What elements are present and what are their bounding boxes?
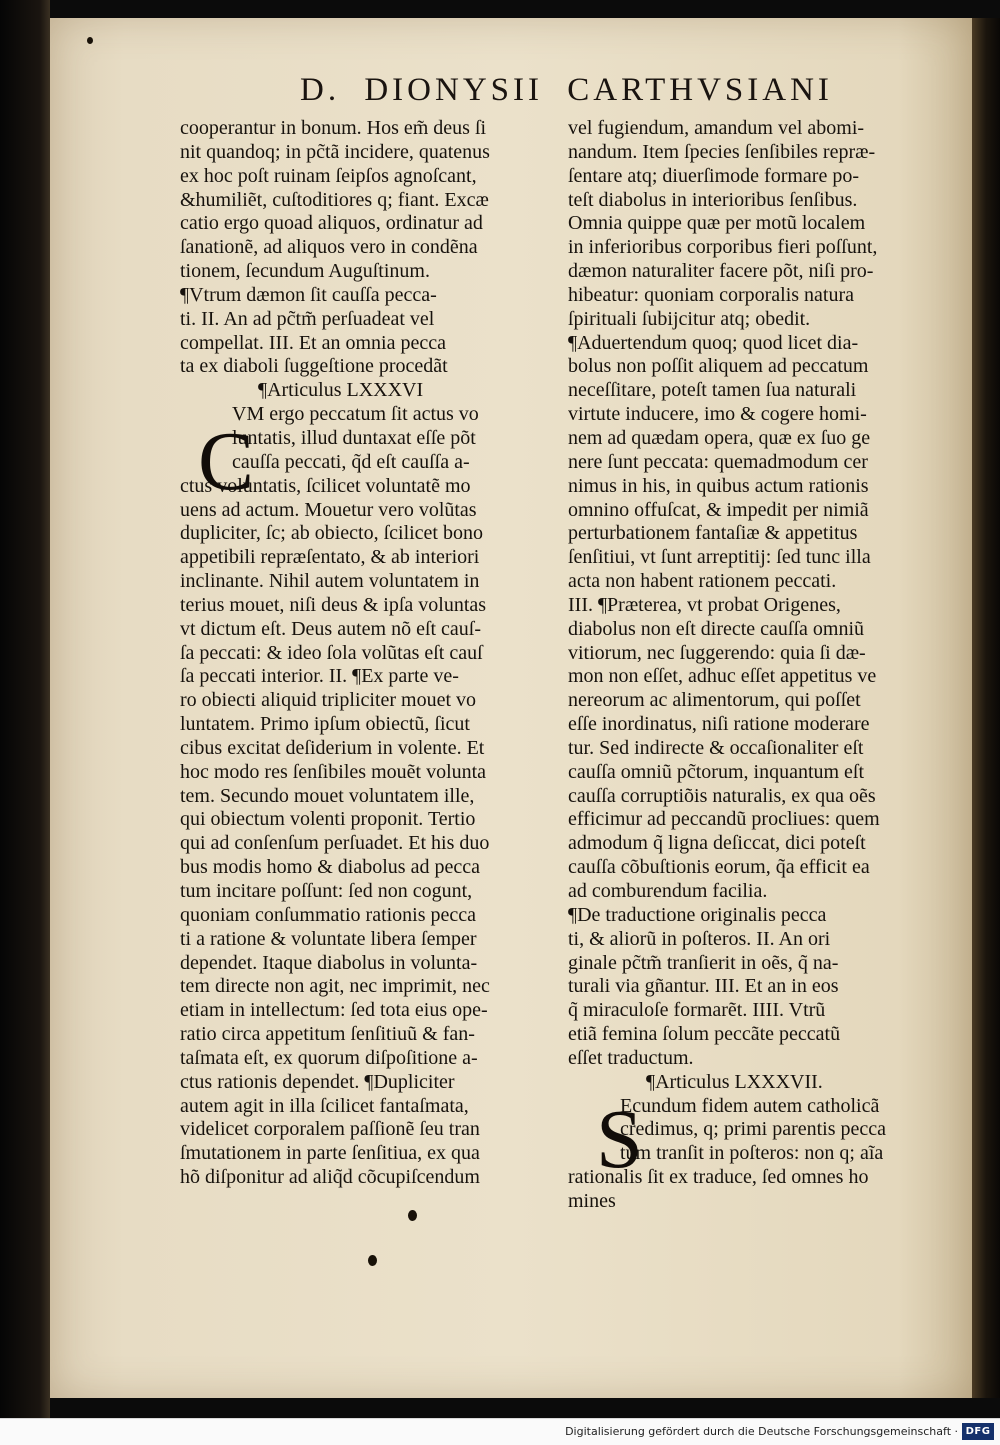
text-line: bolus non poſſit aliquem ad peccatum	[568, 355, 869, 378]
text-line: omnino offuſcat, & impedit per nimiã	[568, 498, 869, 521]
text-line: credimus, q; primi parentis pecca	[620, 1118, 887, 1141]
text-line: qui ad conſenſum perſuadet. Et his duo	[180, 832, 490, 855]
text-line: vt dictum eſt. Deus autem nõ eſt cauſ-	[180, 617, 482, 640]
text-line: tem. Secundo mouet voluntatem ille,	[180, 784, 475, 807]
text-line: ro obiecti aliquid tripliciter mouet vo	[180, 689, 477, 712]
text-line: VM ergo peccatum ſit actus vo	[232, 403, 479, 426]
text-line: nimus in his, in quibus actum rationis	[568, 474, 869, 497]
text-line: ſa peccati: & ideo ſola volũtas eſt cauſ	[180, 641, 483, 664]
text-line: catio ergo quoad aliquos, ordinatur ad	[180, 212, 483, 235]
text-line: cauſſa corruptiõis naturalis, ex qua oẽs	[568, 784, 876, 807]
text-line: quoniam conſummatio rationis pecca	[180, 903, 477, 926]
right-text-column	[568, 117, 964, 1214]
text-line: nereorum ac alimentorum, qui poſſet	[568, 689, 861, 712]
text-line: tur. Sed indirecte & occaſionaliter eſt	[568, 736, 864, 759]
text-line: cooperantur in bonum. Hos em̃ deus ſi	[180, 117, 487, 139]
text-line: ta ex diaboli ſuggeſtione procedãt	[180, 355, 448, 378]
text-line: in inferioribus corporibus fieri poſſunt,	[568, 236, 878, 259]
text-line: uens ad actum. Mouetur vero volũtas	[180, 498, 477, 521]
text-line: nere ſunt peccata: quemadmodum cer	[568, 450, 868, 473]
text-line: terius mouet, niſi deus & ipſa voluntas	[180, 593, 487, 616]
text-line: ſa peccati interior. II. ¶Ex parte ve-	[180, 665, 459, 688]
text-line: ctus rationis dependet. ¶Dupliciter	[180, 1070, 455, 1093]
text-line: ¶Articulus LXXXVII.	[646, 1070, 823, 1093]
text-line: hõ diſponitur ad aliq̃d cõcupiſcendum	[180, 1166, 480, 1189]
text-line: nit quandoq; in pc̃tã incidere, quatenus	[180, 140, 490, 163]
text-line: ſpirituali ſubijcitur atq; obedit.	[568, 307, 811, 330]
text-line: q̃ miraculoſe formarẽt. IIII. Vtrũ	[568, 999, 826, 1022]
text-line: ctus voluntatis, ſcilicet voluntatẽ mo	[180, 474, 471, 497]
book-edge-right	[972, 18, 1000, 1398]
text-line: ſanationẽ, ad aliquos vero in condẽna	[180, 236, 478, 259]
funding-credit: Digitalisierung gefördert durch die Deutsche Forschungsgemeinschaft ·	[565, 1425, 958, 1438]
text-line: mines	[568, 1189, 616, 1212]
text-line: cibus excitat deſiderium in volente. Et	[180, 736, 485, 759]
text-line: turali via gñantur. III. Et an in eos	[568, 975, 839, 998]
text-line: tionem, ſecundum Auguſtinum.	[180, 260, 430, 283]
text-line: III. ¶Præterea, vt probat Origenes,	[568, 593, 841, 616]
text-line: tem directe non agit, nec imprimit, nec	[180, 975, 490, 998]
text-line: teſt diabolus in interioribus ſenſibus.	[568, 188, 858, 211]
text-line: ti, & aliorũ in poſteros. II. An ori	[568, 927, 831, 950]
text-line: cauſſa cõbuſtionis eorum, q̃a efficit ea	[568, 856, 870, 879]
text-line: neceſſitare, poteſt tamen ſua naturali	[568, 379, 857, 402]
text-line: ginale pc̃tm̃ tranſierit in oẽs, q̃ na-	[568, 951, 839, 974]
text-line: virtute inducere, imo & cogere homi-	[568, 403, 867, 426]
text-line: rationalis ſit ex traduce, ſed omnes ho	[568, 1166, 869, 1189]
text-line: ſentare atq; diuerſimode formare po-	[568, 164, 859, 187]
book-edge-left	[0, 0, 50, 1418]
text-line: appetibili repræſentato, & ab interiori	[180, 546, 480, 569]
text-line: inclinante. Nihil autem voluntatem in	[180, 570, 480, 593]
text-line: nem ad quædam opera, quæ ex ſuo ge	[568, 426, 871, 449]
text-line: diabolus non eſt directe cauſſa omniũ	[568, 617, 865, 640]
text-line: eſſe inordinatus, niſi ratione moderare	[568, 713, 870, 736]
text-line: &humiliẽt, cuſtoditiores q; fiant. Excæ	[180, 188, 489, 211]
text-line: acta non habent rationem peccati.	[568, 570, 837, 593]
text-line: hibeatur: quoniam corporalis natura	[568, 283, 855, 306]
footer-bar	[0, 1418, 1000, 1445]
text-line: ¶De traductione originalis pecca	[568, 903, 827, 926]
dfg-logo: DFG	[962, 1423, 994, 1440]
text-line: Ecundum fidem autem catholicã	[620, 1094, 880, 1117]
text-line: vitiorum, nec ſuggerendo: quia ſi dæ-	[568, 641, 866, 664]
text-line: dependet. Itaque diabolus in volunta-	[180, 951, 478, 974]
ink-speck	[368, 1255, 377, 1266]
text-line: ſenſitiui, vt ſunt arreptitij: ſed tunc illa	[568, 546, 871, 569]
text-line: ad comburendum facilia.	[568, 880, 768, 902]
text-line: efficimur ad peccandũ procliues: quem	[568, 808, 880, 831]
text-line: ratio circa appetitum ſenſitiuũ & fan-	[180, 1023, 475, 1046]
ink-speck	[87, 37, 93, 44]
text-line: ex hoc poſt ruinam ſeipſos agnoſcant,	[180, 164, 477, 187]
text-line: tum incitare poſſunt: ſed non cogunt,	[180, 880, 473, 902]
text-line: cauſſa peccati, q̃d eſt cauſſa a-	[232, 450, 470, 473]
text-line: cauſſa omniũ pc̃torum, inquantum eſt	[568, 760, 865, 783]
text-line: ¶Articulus LXXXVI	[258, 379, 424, 402]
text-line: dupliciter, ſc; ab obiecto, ſcilicet bono	[180, 522, 483, 545]
text-line: admodum q̃ ligna deſiccat, dici poteſt	[568, 832, 866, 855]
text-line: videlicet corporalem paſſionẽ ſeu tran	[180, 1118, 480, 1141]
dropcap-initial-right: S	[596, 1093, 643, 1186]
text-line: autem agit in illa ſcilicet fantaſmata,	[180, 1094, 469, 1117]
text-line: ti. II. An ad pc̃tm̃ perſuadeat vel	[180, 307, 435, 330]
text-line: perturbationem fantaſiæ & appetitus	[568, 522, 858, 545]
text-line: ti a ratione & voluntate libera ſemper	[180, 927, 477, 950]
text-line: dæmon naturaliter facere põt, niſi pro-	[568, 260, 874, 283]
text-line: vel fugiendum, amandum vel abomi-	[568, 117, 865, 139]
text-line: etiam in intellectum: ſed tota eius ope-	[180, 999, 488, 1022]
left-text-column	[180, 117, 574, 1190]
text-line: hoc modo res ſenſibiles mouẽt volunta	[180, 760, 487, 783]
text-line: eſſet traductum.	[568, 1046, 694, 1069]
text-line: bus modis homo & diabolus ad pecca	[180, 856, 480, 879]
running-header: D. DIONYSII CARTHVSIANI	[300, 72, 833, 108]
text-line: mon non eſſet, adhuc eſſet appetitus ve	[568, 665, 877, 688]
text-line: ſmutationem in parte ſenſitiua, ex qua	[180, 1142, 480, 1165]
dropcap-initial-left: C	[198, 415, 255, 508]
text-line: tum tranſit in poſteros: non q; aĩa	[620, 1142, 884, 1165]
text-line: compellat. III. Et an omnia pecca	[180, 331, 446, 354]
text-line: etiã femina ſolum peccãte peccatũ	[568, 1023, 841, 1046]
ink-speck	[408, 1210, 417, 1221]
text-line: qui obiectum volenti proponit. Tertio	[180, 808, 476, 831]
text-line: nandum. Item ſpecies ſenſibiles repræ-	[568, 140, 876, 163]
text-line: luntatem. Primo ipſum obiectũ, ſicut	[180, 713, 470, 736]
text-line: ¶Vtrum dæmon ſit cauſſa pecca-	[180, 283, 437, 306]
text-line: Omnia quippe quæ per motũ localem	[568, 212, 866, 235]
text-line: taſmata eſt, ex quorum diſpoſitione a-	[180, 1046, 478, 1069]
text-line: luntatis, illud duntaxat eſſe põt	[232, 426, 476, 449]
text-line: ¶Aduertendum quoq; quod licet dia-	[568, 331, 859, 354]
